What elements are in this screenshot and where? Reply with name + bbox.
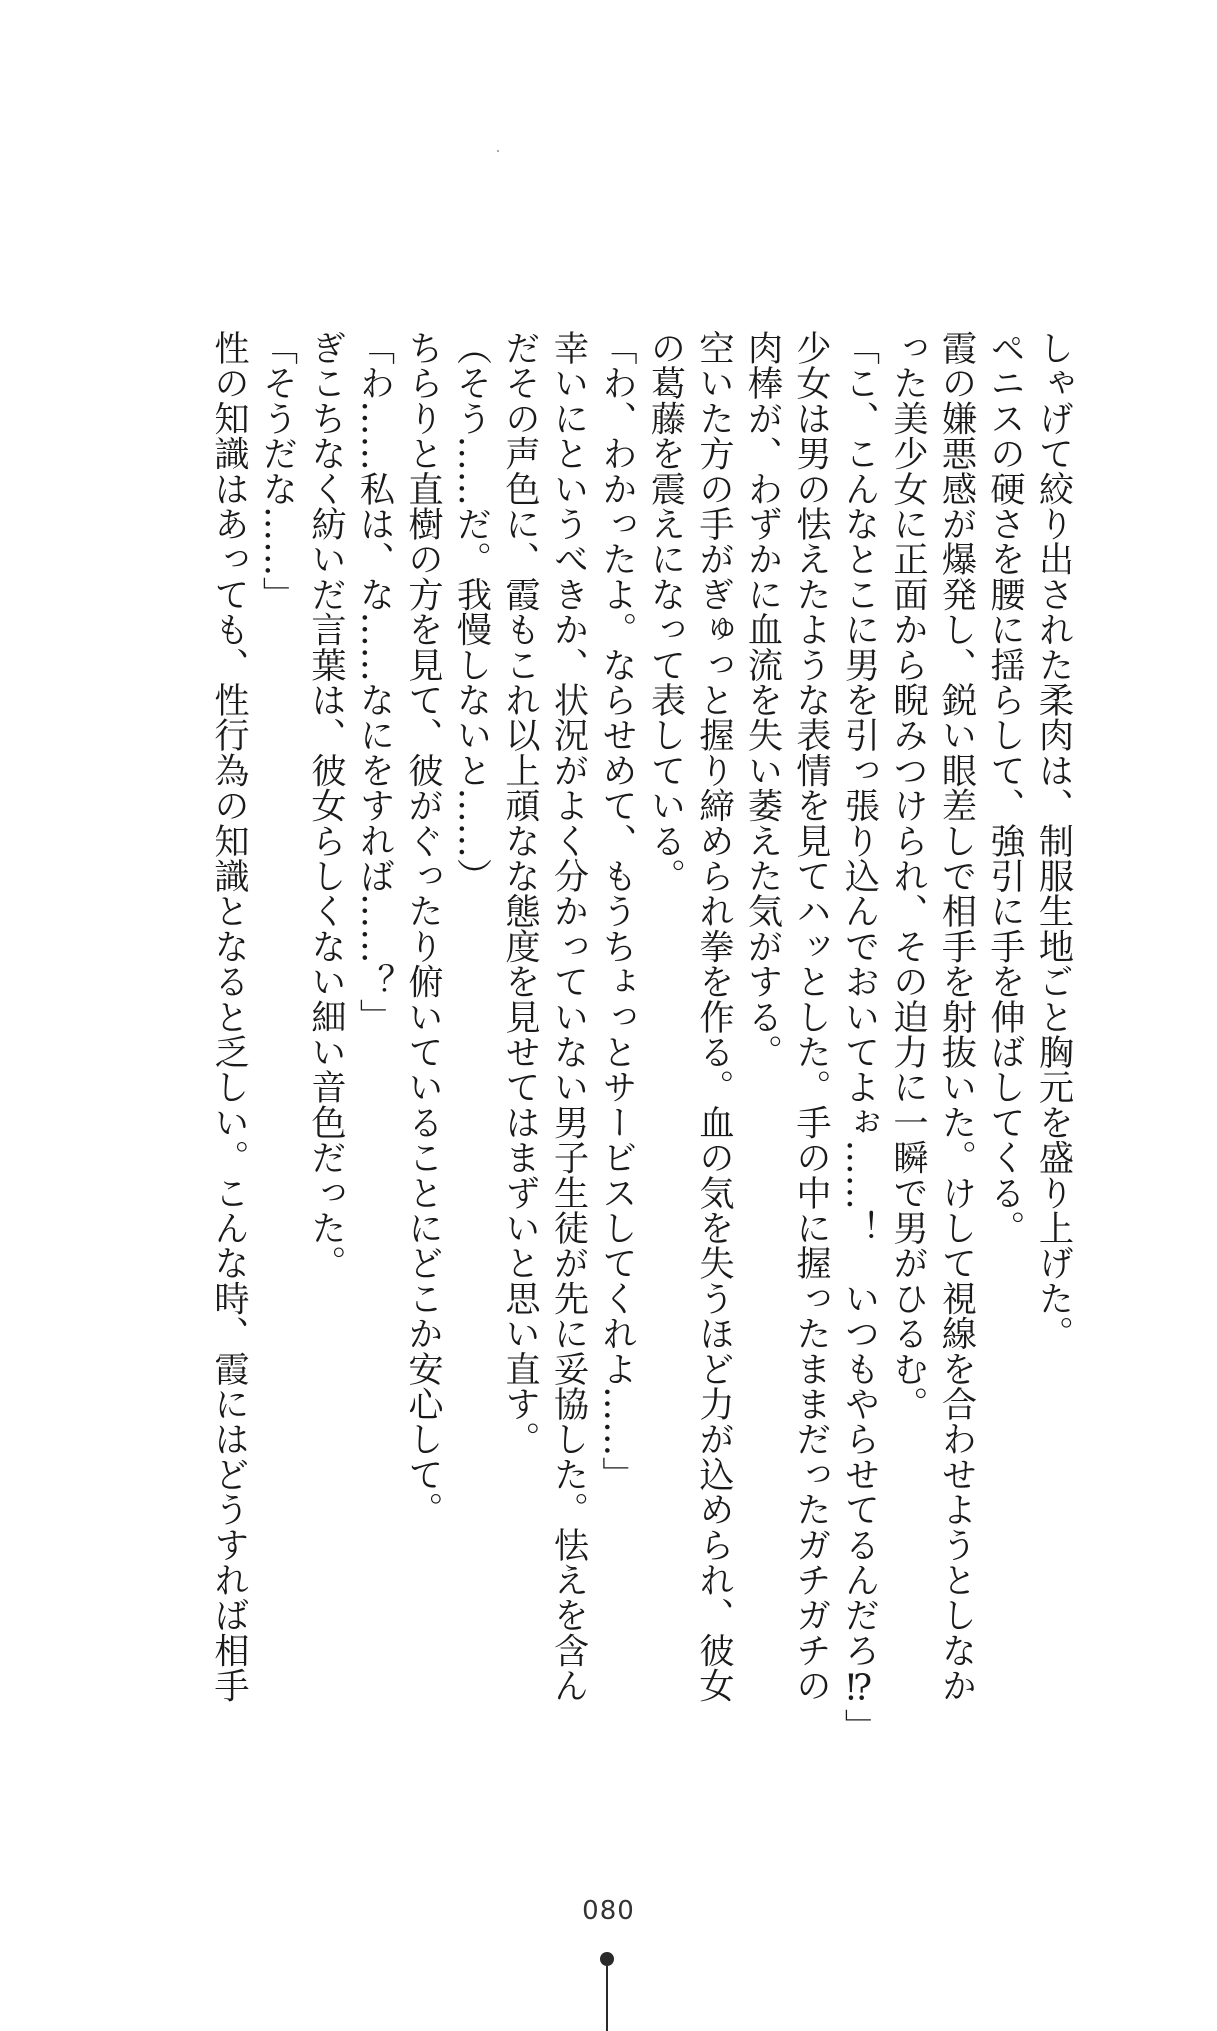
text-line: 霞の嫌悪感が爆発し、鋭い眼差しで相手を射抜いた。けして視線を合わせようとしなか xyxy=(936,330,977,1703)
text-line: 「わ、わかったよ。ならせめて、もうちょっとサービスしてくれよ……」 xyxy=(596,330,638,1492)
text-line: ペニスの硬さを腰に揺らして、強引に手を伸ばしてくる。 xyxy=(984,330,1026,1246)
text-line: ちらりと直樹の方を見て、彼がぐったり俯いていることにどこか安心して。 xyxy=(402,330,444,1527)
text-line: 肉棒が、わずかに血流を失い萎えた気がする。 xyxy=(742,330,783,1070)
text-line: の葛藤を震えになって表している。 xyxy=(645,330,686,894)
text-line: 「こ、こんなとこに男を引っ張り込んでおいてよぉ……！ いつもやらせてるんだろ⁉」 xyxy=(839,330,880,1744)
page-marker-dot xyxy=(600,1952,614,1966)
text-line: （そう……だ。我慢しないと……） xyxy=(451,330,492,894)
text-line: 少女は男の怯えたような表情を見てハッとした。手の中に握ったままだったガチガチの xyxy=(790,330,832,1703)
text-line: 「わ……私は、な……なにをすれば……？」 xyxy=(354,330,395,1034)
text-line: 性の知識はあっても、性行為の知識となると乏しい。こんな時、霞にはどうすれば相手 xyxy=(208,330,250,1703)
text-line: 幸いにというべきか、状況がよく分かっていない男子生徒が先に妥協した。怯えを含ん xyxy=(548,330,589,1703)
text-line: しゃげて絞り出された柔肉は、制服生地ごと胸元を盛り上げた。 xyxy=(1033,330,1074,1351)
text-line: 「そうだな……」 xyxy=(257,330,298,612)
page-marker-line xyxy=(606,1966,608,2031)
text-line: った美少女に正面から睨みつけられ、その迫力に一瞬で男がひるむ。 xyxy=(887,330,929,1422)
page-number: 080 xyxy=(582,1896,635,1926)
text-line: だその声色に、霞もこれ以上頑なな態度を見せてはまずいと思い直す。 xyxy=(499,330,541,1457)
scan-speck xyxy=(497,150,499,152)
text-line: ぎこちなく紡いだ言葉は、彼女らしくない細い音色だった。 xyxy=(305,330,347,1281)
text-line: 空いた方の手がぎゅっと握り締められ拳を作る。血の気を失うほど力が込められ、彼女 xyxy=(693,330,735,1703)
vertical-text-body xyxy=(204,330,1077,1744)
